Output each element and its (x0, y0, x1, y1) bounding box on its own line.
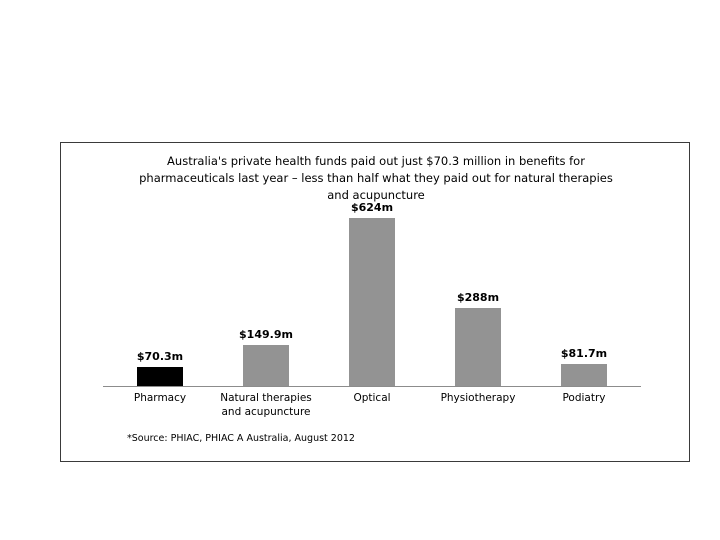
category-label-natural-therapies-line-1: Natural therapies (220, 392, 312, 404)
category-label-podiatry-line-1: Podiatry (562, 392, 606, 404)
bar-optical[interactable] (349, 218, 395, 386)
bar-column-optical (319, 201, 425, 386)
bar-value-label-physiotherapy: $288m (456, 291, 500, 304)
category-label-optical-line-1: Optical (353, 392, 391, 404)
category-label-pharmacy (107, 391, 213, 419)
plot-area (107, 201, 637, 386)
category-label-podiatry (531, 391, 637, 419)
bar-value-label-natural-therapies: $149.9m (239, 328, 293, 341)
bar-column-podiatry (531, 201, 637, 386)
source-note: *Source: PHIAC, PHIAC A Australia, August 2012 (127, 433, 355, 444)
chart-title (91, 153, 661, 204)
bar-natural-therapies[interactable] (243, 345, 289, 386)
category-label-physiotherapy-line-1: Physiotherapy (440, 392, 516, 404)
bar-pharmacy[interactable] (137, 367, 183, 386)
bar-value-label-podiatry: $81.7m (560, 347, 608, 360)
chart-frame (60, 142, 690, 462)
category-label-natural-therapies (213, 391, 319, 419)
category-label-optical (319, 391, 425, 419)
chart-title-line-1: Australia's private health funds paid out just $70.3 million in benefits for (167, 154, 585, 168)
bar-column-pharmacy (107, 201, 213, 386)
chart-title-line-3: and acupuncture (327, 188, 425, 202)
bar-physiotherapy[interactable] (455, 308, 501, 386)
bar-podiatry[interactable] (561, 364, 607, 386)
bar-value-label-pharmacy: $70.3m (136, 350, 184, 363)
category-label-natural-therapies-line-2: and acupuncture (221, 406, 311, 418)
bar-series (107, 201, 637, 386)
bar-value-label-optical: $624m (350, 201, 394, 214)
x-axis-line (103, 386, 641, 387)
category-label-physiotherapy (425, 391, 531, 419)
bar-column-natural-therapies (213, 201, 319, 386)
chart-title-line-2: pharmaceuticals last year – less than half what they paid out for natural therapies (139, 171, 613, 185)
category-label-pharmacy-line-1: Pharmacy (133, 392, 187, 404)
bar-column-physiotherapy (425, 201, 531, 386)
x-axis-category-labels (107, 391, 637, 419)
